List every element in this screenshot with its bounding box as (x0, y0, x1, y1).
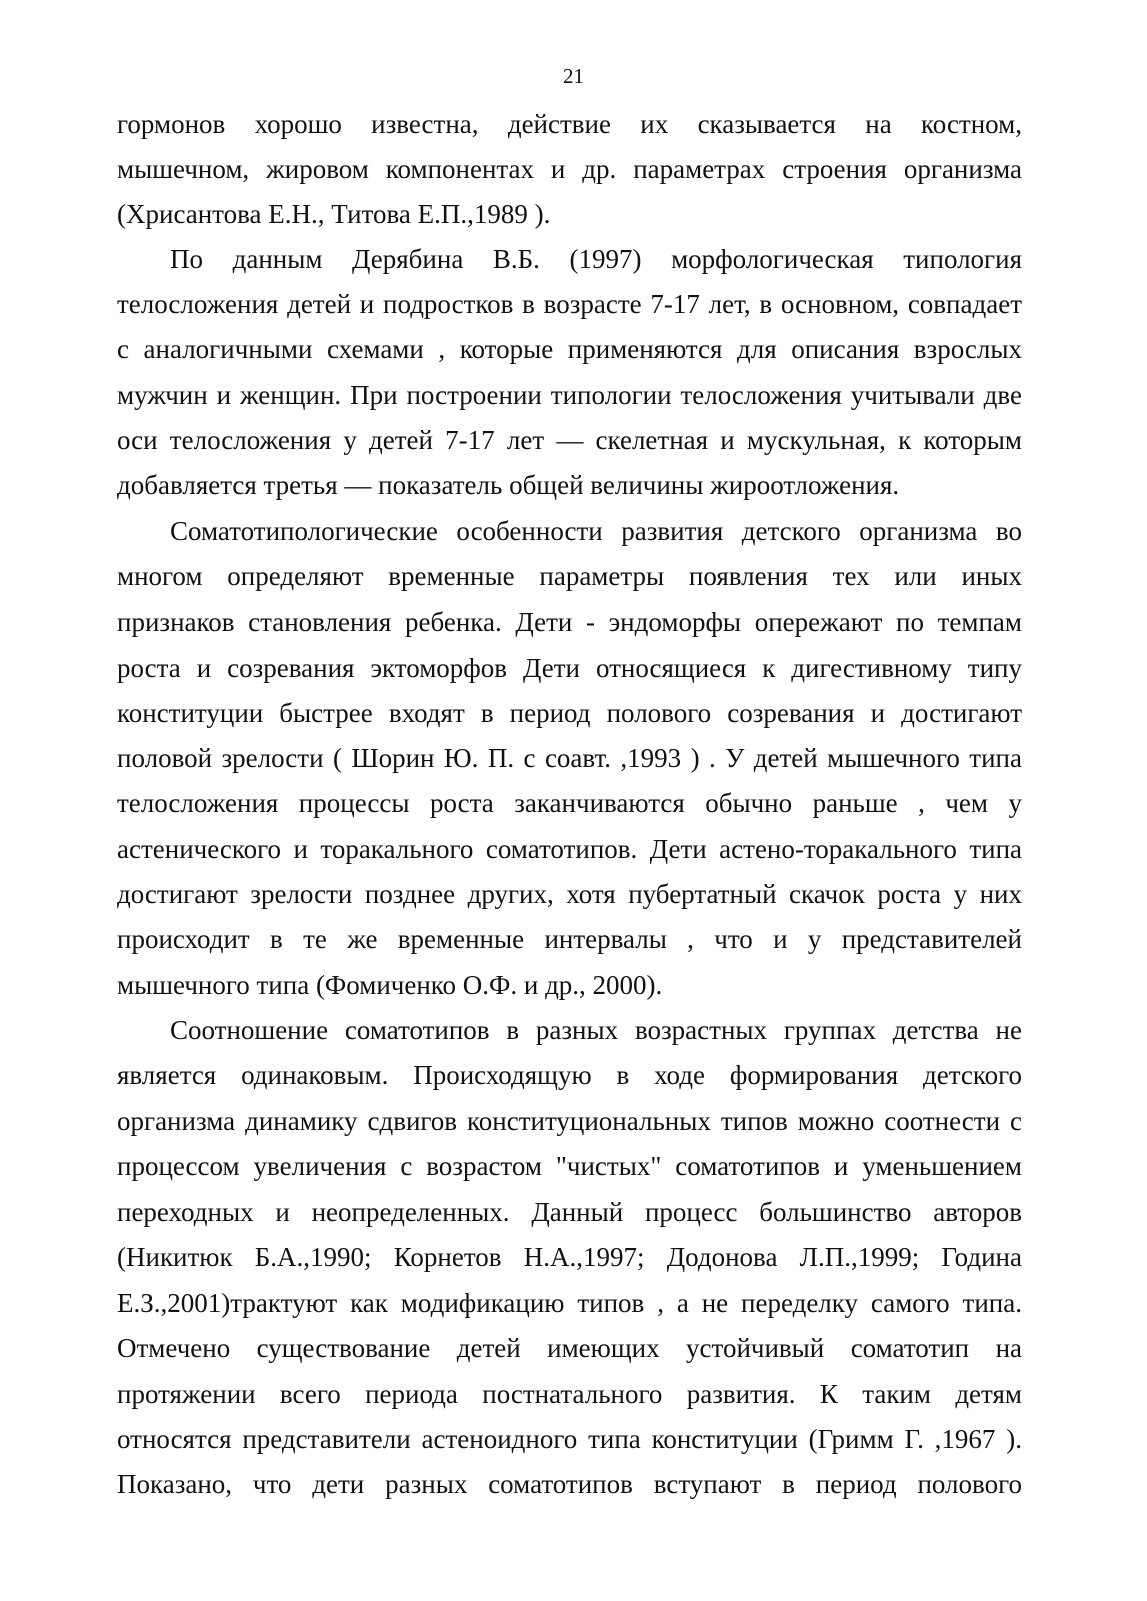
text-line: (Хрисантова Е.Н., Титова Е.П.,1989 ). (117, 199, 551, 229)
page-number: 21 (563, 64, 584, 88)
text-line: конституции быстрее входят в период полового созревания и достигают (117, 698, 1022, 728)
text-line: процессом увеличения с возрастом "чистых" соматотипов и уменьшением (117, 1151, 1022, 1181)
text-line: является одинаковым. Происходящую в ходе формирования детского (117, 1060, 1022, 1090)
text-line: Отмечено существование детей имеющих устойчивый соматотип на (117, 1333, 1022, 1363)
text-line: переходных и неопределенных. Данный процесс большинство авторов (117, 1197, 1022, 1227)
text-line: телосложения процессы роста заканчиваются обычно раньше , чем у (117, 788, 1022, 818)
text-line: половой зрелости ( Шорин Ю. П. с соавт. ,1993 ) . У детей мышечного типа (117, 743, 1022, 773)
text-line: с аналогичными схемами , которые применяются для описания взрослых (117, 334, 1022, 364)
text-line: мужчин и женщин. При построении типологии телосложения учитывали две (117, 380, 1022, 410)
text-line: организма динамику сдвигов конституциональных типов можно соотнести с (117, 1106, 1022, 1136)
text-line: астенического и торакального соматотипов. Дети астено-торакального типа (117, 834, 1022, 864)
paragraph-first-line: Соотношение соматотипов в разных возрастных группах детства не (170, 1015, 1022, 1045)
text-line: оси телосложения у детей 7-17 лет — скелетная и мускульная, к которым (117, 425, 1022, 455)
paragraph-first-line: По данным Дерябина В.Б. (1997) морфологическая типология (170, 244, 1022, 274)
paragraph-first-line: Соматотипологические особенности развития детского организма во (170, 516, 1022, 546)
text-line: Е.З.,2001)трактуют как модификацию типов , а не переделку самого типа. (117, 1288, 1022, 1318)
text-line: телосложения детей и подростков в возрасте 7-17 лет, в основном, совпадает (117, 289, 1022, 319)
text-line: Показано, что дети разных соматотипов вступают в период полового (117, 1469, 1022, 1499)
text-line: относятся представители астеноидного типа конституции (Гримм Г. ,1967 ). (117, 1424, 1022, 1454)
text-line: добавляется третья — показатель общей величины жироотложения. (117, 470, 900, 500)
text-line: происходит в те же временные интервалы , что и у представителей (117, 924, 1022, 954)
text-line: мышечном, жировом компонентах и др. параметрах строения организма (117, 154, 1022, 184)
text-line: достигают зрелости позднее других, хотя пубертатный скачок роста у них (117, 879, 1022, 909)
text-line: протяжении всего периода постнатального развития. К таким детям (117, 1379, 1022, 1409)
text-line: мышечного типа (Фомиченко О.Ф. и др., 2000). (117, 970, 663, 1000)
text-line: роста и созревания эктоморфов Дети относящиеся к дигестивному типу (117, 653, 1022, 683)
text-line: многом определяют временные параметры появления тех или иных (117, 561, 1022, 591)
text-line: признаков становления ребенка. Дети - эндоморфы опережают по темпам (117, 607, 1022, 637)
text-line: (Никитюк Б.А.,1990; Корнетов Н.А.,1997; Додонова Л.П.,1999; Година (117, 1242, 1022, 1272)
text-line: гормонов хорошо известна, действие их сказывается на костном, (117, 109, 1022, 139)
